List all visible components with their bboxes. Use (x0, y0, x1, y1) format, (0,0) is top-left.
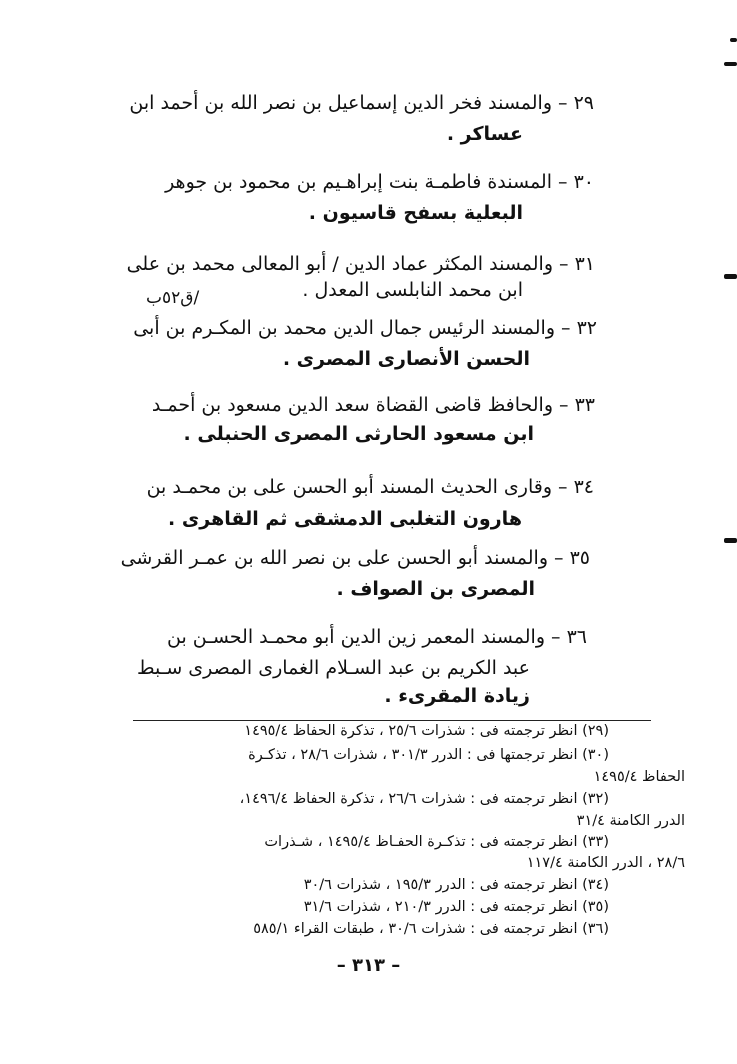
entry-34-line-1: ٣٤ – وقارى الحديث المسند أبو الحسن على بن محمـد بن (146, 476, 594, 498)
scan-edge-mark (724, 538, 737, 543)
footnote-36: (٣٦) انظر ترجمته فى : شذرات ٣٠/٦ ، طبقات القراء ٥٨٥/١ (253, 920, 609, 937)
footnote-32-line-2: الدرر الكامنة ٣١/٤ (576, 812, 685, 829)
footnote-33-line-1: (٣٣) انظر ترجمته فى : تذكـرة الحفـاظ ١٤٩٥/٤ ، شـذرات (264, 833, 609, 850)
scan-edge-mark (724, 62, 737, 66)
footnote-35: (٣٥) انظر ترجمته فى : الدرر ٢١٠/٣ ، شذرات ٣١/٦ (303, 898, 609, 915)
entry-31-folio-note: /ق٥٢ب (146, 288, 200, 308)
entry-36-line-1: ٣٦ – والمسند المعمر زين الدين أبو محمـد الحسـن بن (167, 626, 587, 648)
entry-31-line-1: ٣١ – والمسند المكثر عماد الدين / أبو المعالى محمد بن على (126, 253, 595, 275)
entry-31-line-2: ابن محمد النابلسى المعدل . (302, 279, 523, 301)
entry-30-line-1: ٣٠ – المسندة فاطمـة بنت إبراهـيم بن محمود بن جوهر (165, 171, 594, 193)
entry-35-line-1: ٣٥ – والمسند أبو الحسن على بن نصر الله بن عمـر القرشى (120, 547, 590, 569)
entry-29-line-1: ٢٩ – والمسند فخر الدين إسماعيل بن نصر الله بن أحمد ابن (129, 92, 594, 114)
footnote-29: (٢٩) انظر ترجمته فى : شذرات ٢٥/٦ ، تذكرة الحفاظ ١٤٩٥/٤ (244, 722, 609, 739)
entry-34-line-2: هارون التغلبى الدمشقى ثم القاهرى . (168, 508, 522, 530)
entry-30-line-2: البعلية بسفح قاسيون . (308, 202, 523, 224)
entry-36-line-2: عبد الكريم بن عبد السـلام الغمارى المصرى سـبط (137, 657, 530, 679)
entry-29-line-2: عساكر . (446, 123, 523, 145)
entry-32-line-2: الحسن الأنصارى المصرى . (282, 348, 530, 370)
footnote-33-line-2: ٢٨/٦ ، الدرر الكامنة ١١٧/٤ (526, 854, 685, 871)
page-number: – ٣١٣ – (336, 955, 401, 976)
entry-32-line-1: ٣٢ – والمسند الرئيس جمال الدين محمد بن المكـرم بن أبى (133, 317, 597, 339)
footnote-30-line-2: الحفاظ ١٤٩٥/٤ (593, 768, 685, 785)
entry-36-line-3: زيادة المقرىء . (384, 685, 530, 707)
scan-edge-mark (724, 274, 737, 279)
entry-33-line-1: ٣٣ – والحافظ قاضى القضاة سعد الدين مسعود بن أحمـد (151, 394, 595, 416)
footnote-32-line-1: (٣٢) انظر ترجمته فى : شذرات ٢٦/٦ ، تذكرة الحفاظ ١٤٩٦/٤، (239, 790, 609, 807)
entry-33-line-2: ابن مسعود الحارثى المصرى الحنبلى . (183, 423, 534, 445)
scan-edge-mark (730, 38, 737, 42)
footnote-34: (٣٤) انظر ترجمته فى : الدرر ١٩٥/٣ ، شذرات ٣٠/٦ (303, 876, 609, 893)
entry-35-line-2: المصرى بن الصواف . (336, 578, 535, 600)
footnote-30-line-1: (٣٠) انظر ترجمتها فى : الدرر ٣٠١/٣ ، شذرات ٢٨/٦ ، تذكـرة (248, 746, 609, 763)
